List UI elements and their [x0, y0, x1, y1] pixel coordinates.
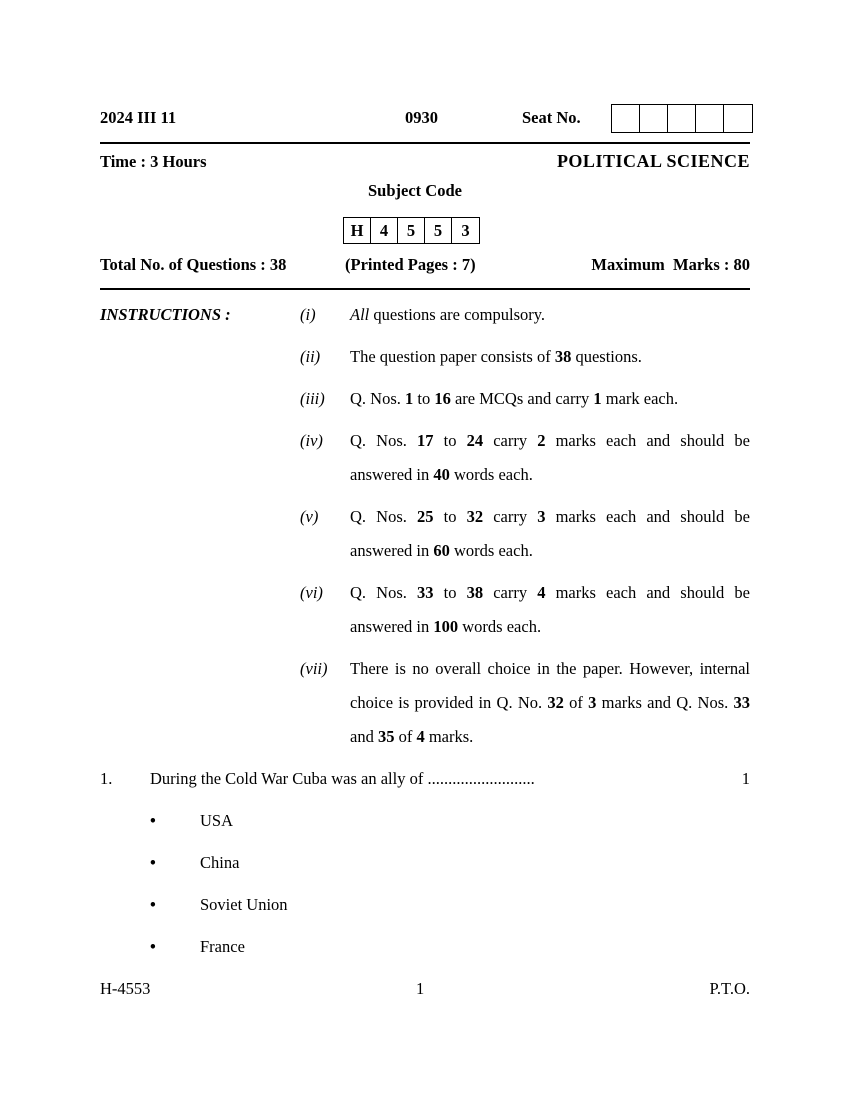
seat-label: Seat No.: [522, 108, 581, 127]
instruction-segment: Q. Nos.: [350, 389, 406, 408]
code-char: 4: [371, 218, 398, 243]
instruction-number: (vi): [300, 583, 323, 602]
instruction-segment: carry: [483, 431, 538, 450]
seat-number-boxes[interactable]: [611, 104, 753, 133]
instruction-segment: words each.: [458, 617, 542, 636]
code-char: 5: [398, 218, 425, 243]
option-label: Soviet Union: [200, 895, 288, 914]
maximum-marks: Maximum Marks : 80: [591, 255, 750, 274]
instruction-segment: questions are compulsory.: [369, 305, 546, 324]
instruction-segment: 17: [417, 431, 434, 450]
question-marks: 1: [741, 769, 750, 788]
bullet-icon: •: [150, 853, 156, 872]
instruction-number: (ii): [300, 347, 321, 366]
seat-box[interactable]: [668, 105, 696, 132]
instruction-segment: 25: [417, 507, 434, 526]
instruction-segment: 16: [434, 389, 451, 408]
subject-code-boxes: [343, 217, 480, 244]
code-char: 5: [425, 218, 452, 243]
exam-time: Time : 3 Hours: [100, 152, 207, 171]
instruction-number: (i): [300, 305, 316, 324]
instruction-number: (iv): [300, 431, 323, 450]
instruction-segment: All: [350, 305, 370, 324]
instruction-segment: mark each.: [601, 389, 679, 408]
instruction-segment: marks.: [424, 727, 474, 746]
instruction-segment: There is no overall choice in the paper. However, internal choice is provided in Q. No.: [350, 659, 750, 712]
seat-box[interactable]: [724, 105, 752, 132]
instruction-segment: 32: [547, 693, 564, 712]
question-text: During the Cold War Cuba was an ally of ..........................: [150, 769, 535, 788]
footer-code: H-4553: [100, 979, 151, 998]
instruction-segment: 100: [433, 617, 459, 636]
instruction-segment: carry: [483, 583, 538, 602]
instruction-segment: 33: [417, 583, 434, 602]
seat-box[interactable]: [612, 105, 640, 132]
instruction-number: (iii): [300, 389, 325, 408]
divider: [100, 288, 750, 290]
instruction-segment: questions.: [571, 347, 642, 366]
instruction-segment: marks and Q. Nos.: [596, 693, 734, 712]
instruction-segment: Q. Nos.: [350, 431, 417, 450]
instruction-segment: 35: [377, 727, 395, 746]
instruction-segment: 3: [537, 507, 546, 526]
instruction-segment: 33: [733, 693, 750, 712]
instruction-number: (v): [300, 507, 319, 526]
instruction-segment: 24: [466, 431, 484, 450]
instruction-segment: to: [413, 389, 435, 408]
time-code: 0930: [405, 108, 438, 127]
instruction-text: [350, 652, 750, 754]
seat-box[interactable]: [640, 105, 668, 132]
instruction-segment: marks each and should be answered in: [350, 583, 750, 636]
instruction-segment: 1: [405, 389, 414, 408]
divider: [100, 142, 750, 144]
pto-label: P.T.O.: [709, 979, 750, 998]
bullet-icon: •: [150, 937, 156, 956]
instruction-text: [350, 576, 750, 644]
instruction-segment: 2: [537, 431, 546, 450]
code-char: 3: [461, 220, 470, 240]
instruction-segment: of: [563, 693, 589, 712]
instruction-segment: 38: [466, 583, 484, 602]
option-label: China: [200, 853, 240, 872]
exam-code: 2024 III 11: [100, 108, 177, 127]
instruction-segment: The question paper consists of: [350, 347, 555, 366]
instruction-segment: 4: [416, 727, 425, 746]
instruction-segment: words each.: [449, 465, 533, 484]
instruction-text: [350, 340, 750, 374]
instruction-segment: and: [350, 727, 378, 746]
instruction-segment: marks each and should be answered in: [350, 507, 750, 560]
instruction-segment: 4: [537, 583, 546, 602]
instruction-text: [350, 500, 750, 568]
seat-box[interactable]: [696, 105, 724, 132]
instruction-number: (vii): [300, 659, 328, 678]
instruction-text: [350, 424, 750, 492]
subject-code-label: Subject Code: [368, 181, 462, 200]
instruction-text: [350, 298, 750, 332]
instruction-segment: 32: [466, 507, 484, 526]
subject-title: POLITICAL SCIENCE: [556, 151, 750, 171]
instruction-segment: 38: [554, 347, 572, 366]
question-number: 1.: [100, 769, 113, 788]
printed-pages: (Printed Pages : 7): [345, 255, 476, 274]
instruction-segment: to: [433, 507, 467, 526]
instruction-segment: 60: [433, 541, 450, 560]
option-label: USA: [200, 811, 234, 830]
code-char: H: [344, 218, 371, 243]
instruction-segment: to: [433, 583, 467, 602]
instruction-segment: marks each and should be answered in: [350, 431, 750, 484]
total-questions: Total No. of Questions : 38: [100, 255, 287, 274]
instruction-segment: Q. Nos.: [350, 507, 417, 526]
bullet-icon: •: [150, 811, 156, 830]
bullet-icon: •: [150, 895, 156, 914]
instructions-label: INSTRUCTIONS :: [100, 305, 231, 324]
instruction-segment: carry: [483, 507, 538, 526]
option-label: France: [200, 937, 245, 956]
instruction-segment: to: [433, 431, 467, 450]
instruction-segment: 40: [433, 465, 450, 484]
instruction-segment: of: [394, 727, 417, 746]
instruction-segment: words each.: [449, 541, 533, 560]
instruction-segment: are MCQs and carry: [450, 389, 594, 408]
page-number: 1: [416, 979, 425, 998]
instruction-text: [350, 382, 750, 416]
instruction-segment: 3: [588, 693, 597, 712]
instruction-segment: 1: [593, 389, 602, 408]
instruction-segment: Q. Nos.: [350, 583, 417, 602]
